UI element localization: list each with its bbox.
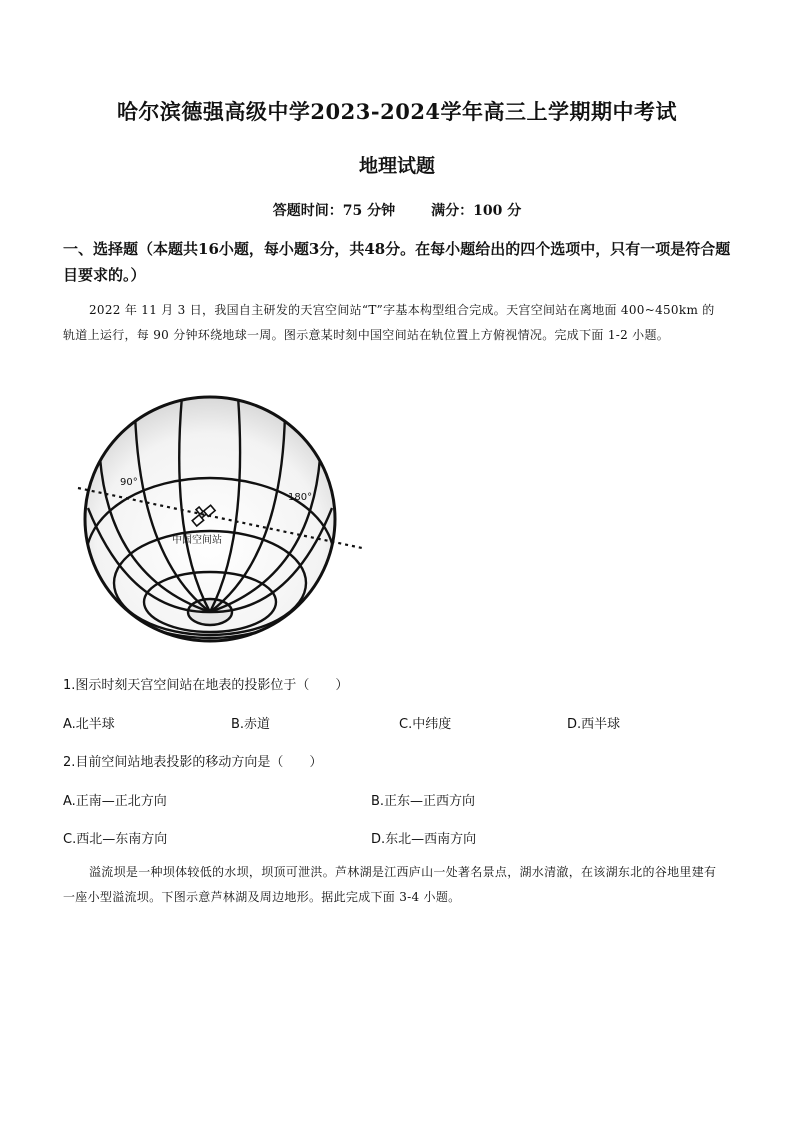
q2-option-a: A.正南—正北方向 bbox=[63, 794, 167, 809]
q1-option-d: D.西半球 bbox=[567, 717, 621, 732]
time-label: 答题时间：75 分钟 bbox=[272, 203, 396, 219]
score-label: 满分：100 分 bbox=[431, 203, 522, 219]
exam-subject: 地理试题 bbox=[358, 155, 435, 177]
longitude-label-90: 90° bbox=[120, 477, 138, 488]
exam-title: 哈尔滨德强高级中学2023-2024学年高三上学期期中考试 bbox=[116, 99, 678, 124]
exam-meta bbox=[0, 200, 794, 220]
q1-option-a: A.北半球 bbox=[63, 717, 115, 732]
q1-option-b: B.赤道 bbox=[231, 717, 271, 732]
q2-option-b: B.正东—正西方向 bbox=[371, 794, 476, 809]
q2-option-d: D.东北—西南方向 bbox=[371, 832, 477, 847]
q1-option-c: C.中纬度 bbox=[399, 717, 452, 732]
globe-diagram bbox=[70, 388, 370, 650]
passage-2: 溢流坝是一种坝体较低的水坝，坝顶可泄洪。芦林湖是江西庐山一处著名景点，湖水清澈，在该湖东北的谷地里建有一座小型溢流坝。下图示意芦林湖及周边地形。据此完成下面 3-4 小题。 bbox=[63, 865, 717, 904]
longitude-label-180: 180° bbox=[288, 492, 313, 503]
section-heading: 一、选择题（本题共16小题，每小题3分，共48分。在每小题给出的四个选项中，只有一项是符合题目要求的。） bbox=[63, 240, 731, 284]
question-2-stem: 2.目前空间站地表投影的移动方向是（ ） bbox=[63, 755, 323, 770]
globe-figure bbox=[70, 388, 370, 650]
question-1-stem: 1.图示时刻天宫空间站在地表的投影位于（ ） bbox=[63, 678, 349, 693]
passage-1: 2022 年 11 月 3 日，我国自主研发的天宫空间站“T”字基本构型组合完成。天宫空间站在离地面 400~450km 的轨道上运行，每 90 分钟环绕地球一周。图示意某时刻中国空间站在轨位置上方俯视情况。完成下面 1-2 小题。 bbox=[63, 303, 715, 342]
q2-option-c: C.西北—东南方向 bbox=[63, 832, 168, 847]
station-label: 中国空间站 bbox=[172, 535, 222, 546]
